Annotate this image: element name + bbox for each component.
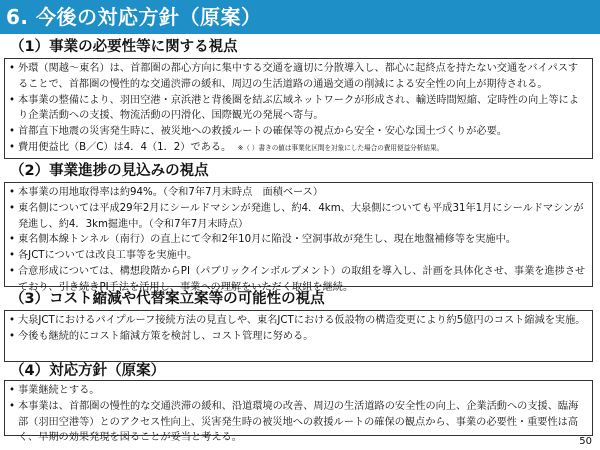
list-item — [9, 329, 588, 345]
list-item — [9, 201, 588, 233]
bullet: • — [9, 330, 16, 342]
list-item-text: 今後も継続的にコスト縮減方策を検討し、コスト管理に努める。 — [18, 330, 314, 342]
list-item-text: 本事業は、首都圏の慢性的な交通渋滞の緩和、沿道環境の改善、周辺の生活道路の安全性の向上、企業活動への支援、臨海部（羽田空港等）とのアクセス性向上、災害発生時の被災地への救援ルートの確保の観点から、事業の必要性・重要性は高く、早期の効果発現を図ることが妥当と考える。 — [18, 400, 579, 444]
list-item — [9, 61, 588, 93]
bullet: • — [9, 141, 16, 153]
bullet: • — [9, 202, 16, 214]
title-bar — [0, 0, 600, 34]
bullet: • — [9, 187, 16, 198]
list-item — [9, 399, 588, 446]
list-item-text: 合意形成については、構想段階からPI（パブリックインボルブメント）の取組を導入し、計画を具体化させ、事業を進捗させており、引き続きPI手法を活用し、事業への理解をいただく取組を継続。 — [18, 265, 586, 293]
cost-benefit-text: 費用便益比（B／C）は4．4（1．2）である。 — [18, 141, 232, 153]
list-item-text: 大泉JCTにおけるパイプルーフ接続方法の見直しや、東名JCTにおける仮設物の構造変更により約5億円のコスト縮減を実施。 — [18, 315, 586, 326]
section-4-heading: （4）対応方針（原案） — [10, 363, 166, 379]
bullet: • — [9, 250, 16, 262]
bullet: • — [9, 385, 16, 396]
section-3-box — [4, 310, 593, 362]
list-item — [9, 313, 588, 329]
list-item-text: 東名側本線トンネル（南行）の直上にて令和2年10月に陥没・空洞事故が発生し、現在地盤補修等を実施中。 — [18, 234, 516, 246]
cost-benefit-item — [9, 140, 588, 157]
list-item-text: 首都直下地震の災害発生時に、被災地への救援ルートの確保等の視点から安全・安心な国土づくりが必要。 — [18, 126, 507, 138]
bullet: • — [9, 63, 16, 74]
slide-title: 6. 今後の対応方針（原案） — [6, 5, 262, 29]
bullet: • — [9, 234, 16, 246]
bullet: • — [9, 400, 16, 412]
list-item-text: 東名側については平成29年2月にシールドマシンが発進し、約4．4km、大泉側についても平成31年1月にシールドマシンが発進し、約4．3km掘進中。（令和7年7月末時点） — [18, 202, 584, 230]
bullet: • — [9, 265, 16, 277]
section-3-heading: （3）コスト縮減や代替案立案等の可能性の視点 — [10, 291, 325, 307]
list-item — [9, 383, 588, 399]
list-item-text: 外環（関越～東名）は、首都圏の都心方向に集中する交通を適切に分散導入し、都心に起終点を持たない交通をバイパスすることで、首都圏の慢性的な交通渋滞の緩和、周辺の生活道路の通過交通の削減による安全性の向上が期待される。 — [18, 63, 579, 90]
page-number: 50 — [579, 436, 592, 447]
section-1-heading: （1）事業の必要性等に関する視点 — [10, 39, 238, 55]
section-2-heading: （2）事業進捗の見込みの視点 — [10, 163, 209, 179]
section-1-box — [4, 58, 593, 159]
list-item-text: 本事業の用地取得率は約94%。（令和7年7月末時点 面積ベース） — [18, 187, 324, 198]
list-item — [9, 124, 588, 140]
section-2-box — [4, 182, 593, 293]
list-item — [9, 185, 588, 201]
footnote: ※（ ）書きの値は事業化区間を対象にした場合の費用便益分析結果。 — [237, 143, 444, 152]
bullet: • — [9, 94, 16, 106]
list-item-text: 事業継続とする。 — [18, 385, 100, 396]
list-item — [9, 248, 588, 264]
list-item-text: 各JCTについては改良工事等を実施中。 — [18, 250, 198, 262]
bullet: • — [9, 315, 16, 326]
list-item — [9, 93, 588, 125]
bullet: • — [9, 126, 16, 138]
list-item-text: 本事業の整備により、羽田空港・京浜港と背後圏を結ぶ広域ネットワークが形成され、輸送時間短縮、定時性の向上等により企業活動への支援、物流活動の円滑化、国際観光の発展へ寄与。 — [18, 94, 579, 122]
list-item — [9, 232, 588, 248]
